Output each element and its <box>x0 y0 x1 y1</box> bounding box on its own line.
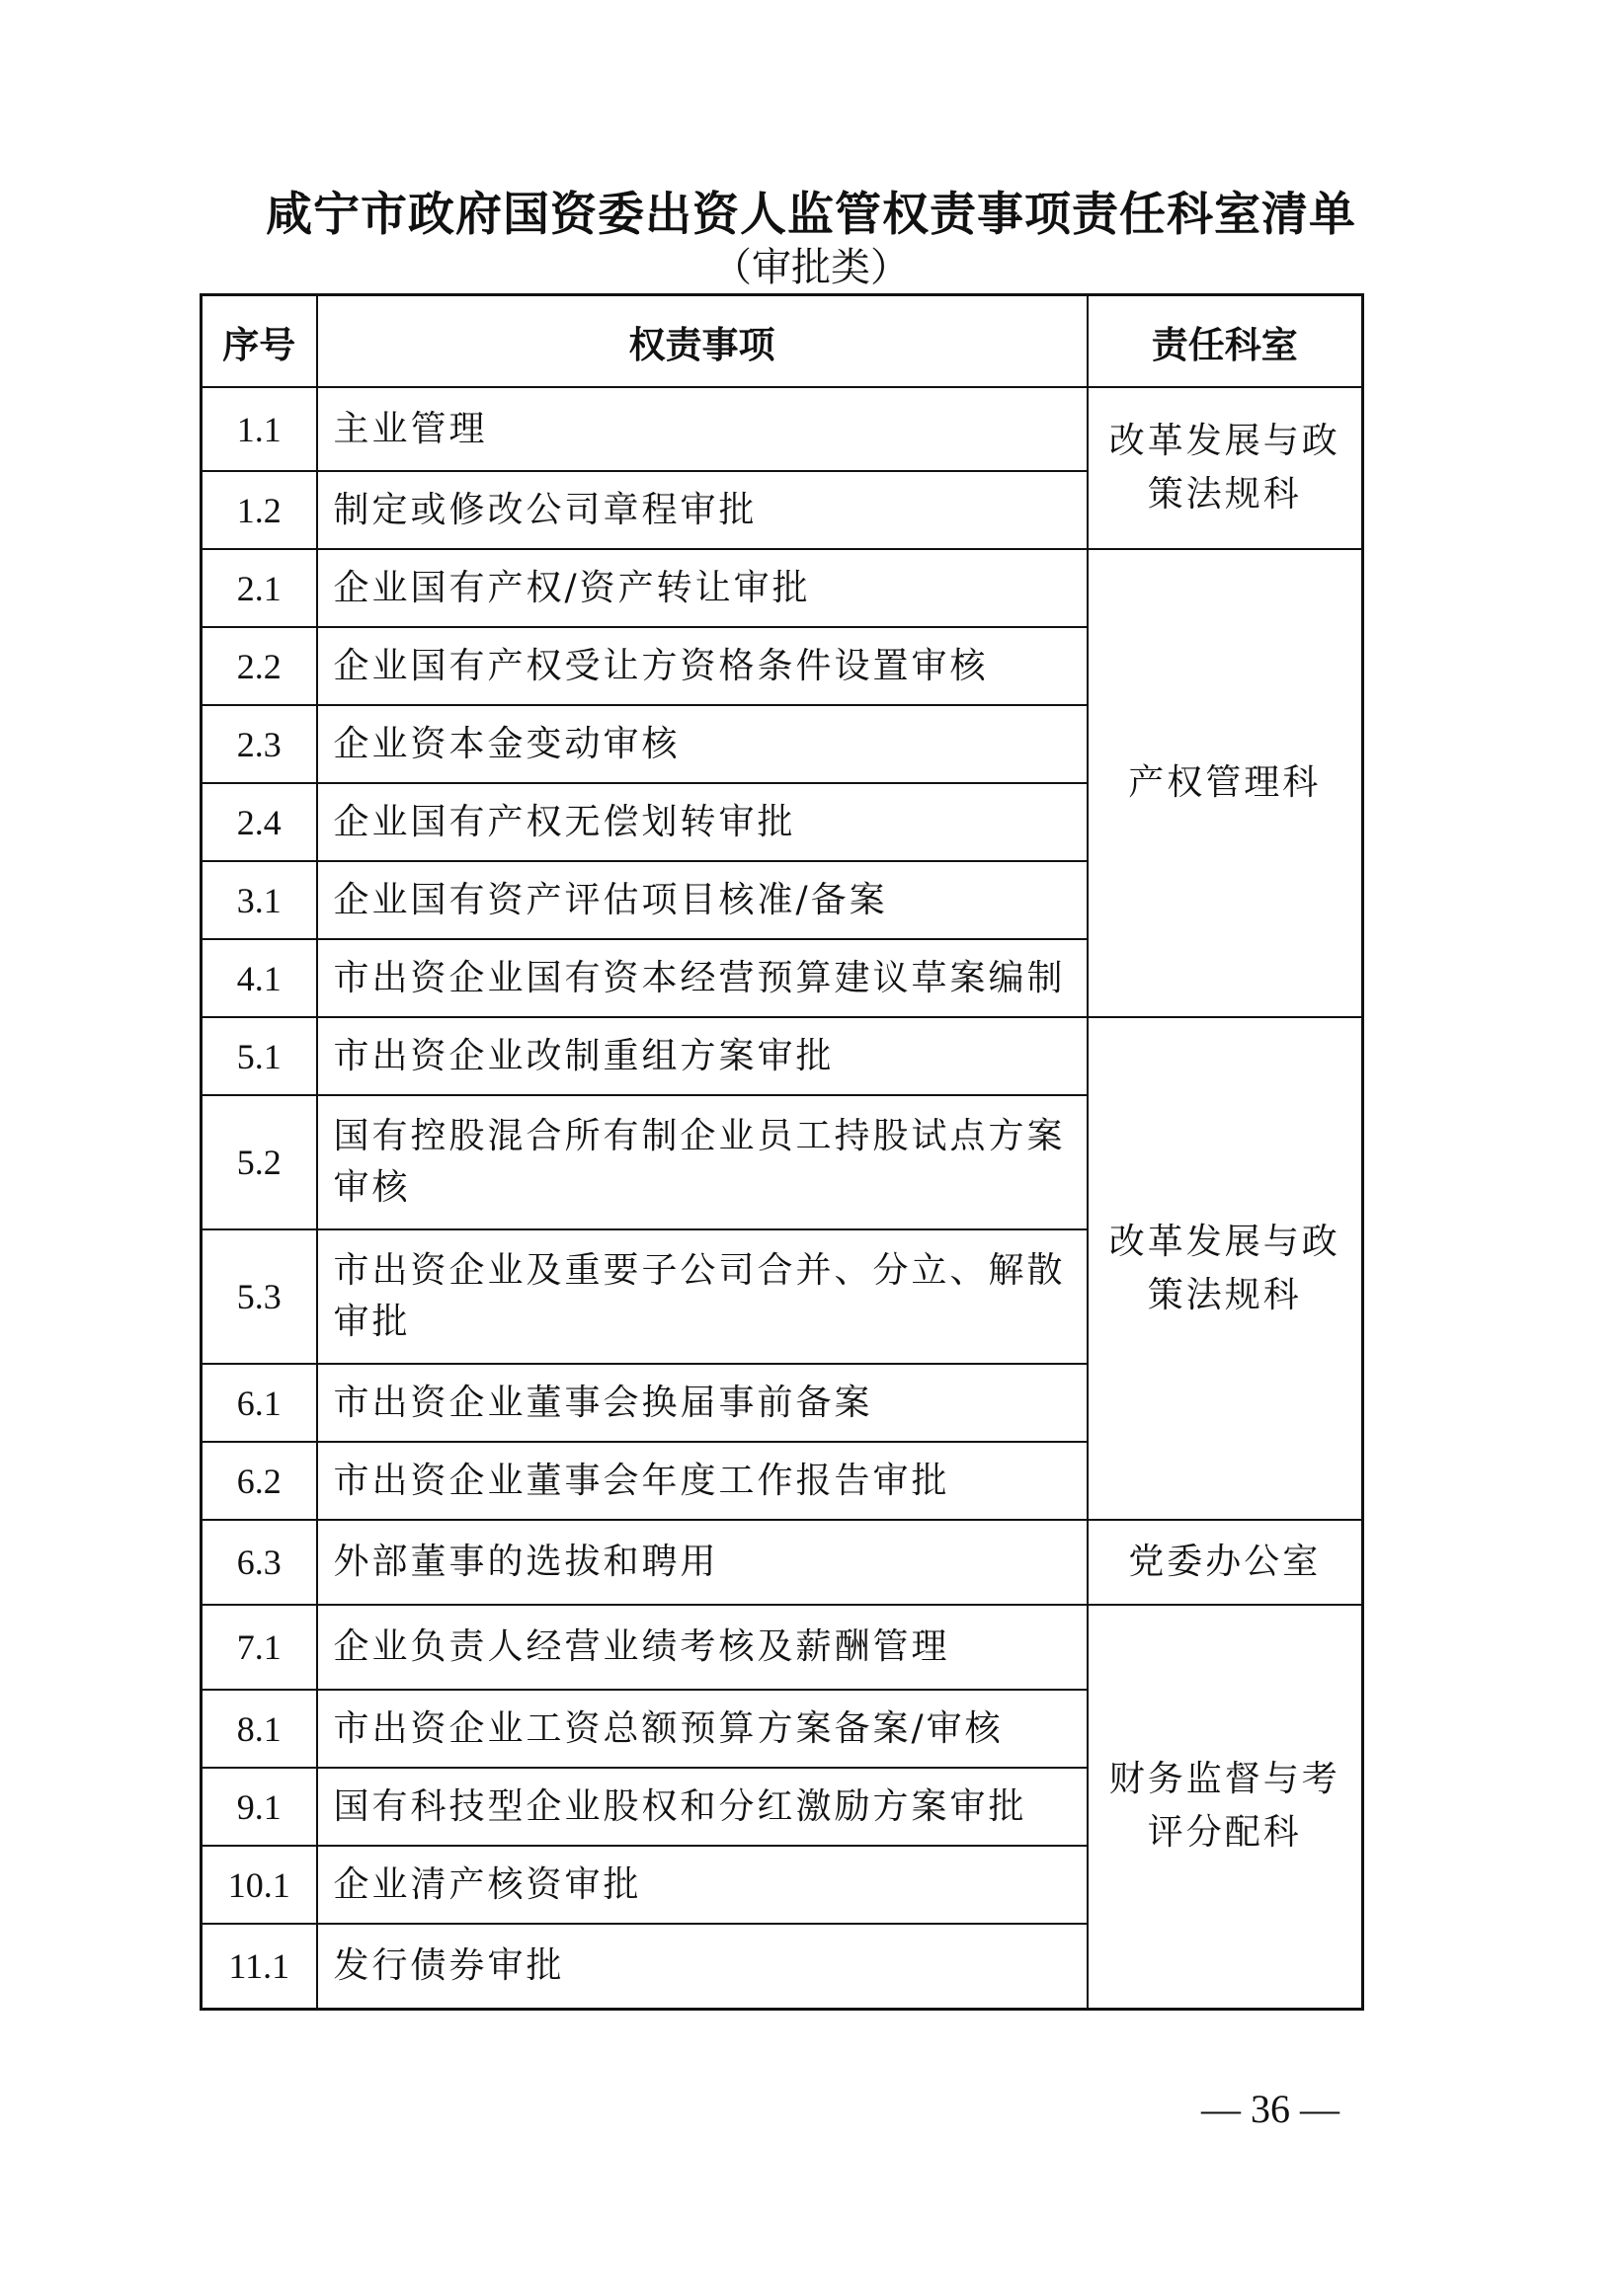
row-duty-item: 企业国有资产评估项目核准/备案 <box>317 861 1088 939</box>
row-number: 6.3 <box>202 1520 317 1605</box>
row-duty-item: 市出资企业董事会换届事前备案 <box>317 1364 1088 1442</box>
row-duty-item: 企业国有产权受让方资格条件设置审核 <box>317 627 1088 705</box>
row-duty-item: 企业清产核资审批 <box>317 1846 1088 1924</box>
table-row <box>202 1017 1363 1095</box>
row-number: 2.1 <box>202 549 317 627</box>
department-cell: 产权管理科 <box>1088 549 1363 1017</box>
row-number: 1.1 <box>202 387 317 471</box>
row-number: 10.1 <box>202 1846 317 1924</box>
row-duty-item: 市出资企业董事会年度工作报告审批 <box>317 1442 1088 1520</box>
row-duty-item: 发行债券审批 <box>317 1924 1088 2009</box>
row-number: 6.2 <box>202 1442 317 1520</box>
header-duty-item: 权责事项 <box>317 295 1088 388</box>
row-duty-item: 市出资企业及重要子公司合并、分立、解散审批 <box>317 1229 1088 1364</box>
row-duty-item: 国有控股混合所有制企业员工持股试点方案审核 <box>317 1095 1088 1229</box>
row-duty-item: 企业资本金变动审核 <box>317 705 1088 783</box>
row-number: 9.1 <box>202 1768 317 1846</box>
department-cell: 财务监督与考评分配科 <box>1088 1605 1363 2009</box>
row-duty-item: 外部董事的选拔和聘用 <box>317 1520 1088 1605</box>
row-duty-item: 市出资企业工资总额预算方案备案/审核 <box>317 1690 1088 1768</box>
document-subtitle: （审批类） <box>712 245 910 290</box>
row-number: 7.1 <box>202 1605 317 1690</box>
row-number: 4.1 <box>202 939 317 1017</box>
table-row <box>202 1520 1363 1605</box>
department-cell: 改革发展与政策法规科 <box>1088 1017 1363 1520</box>
row-duty-item: 国有科技型企业股权和分红激励方案审批 <box>317 1768 1088 1846</box>
row-duty-item: 市出资企业国有资本经营预算建议草案编制 <box>317 939 1088 1017</box>
row-number: 11.1 <box>202 1924 317 2009</box>
responsibility-table <box>200 293 1364 2011</box>
table-row <box>202 387 1363 471</box>
row-duty-item: 企业负责人经营业绩考核及薪酬管理 <box>317 1605 1088 1690</box>
table-row <box>202 1605 1363 1690</box>
table-row <box>202 549 1363 627</box>
header-responsible-department: 责任科室 <box>1088 295 1363 388</box>
row-duty-item: 制定或修改公司章程审批 <box>317 471 1088 549</box>
row-number: 5.2 <box>202 1095 317 1229</box>
department-cell: 党委办公室 <box>1088 1520 1363 1605</box>
row-number: 3.1 <box>202 861 317 939</box>
row-number: 5.3 <box>202 1229 317 1364</box>
row-duty-item: 企业国有产权/资产转让审批 <box>317 549 1088 627</box>
row-duty-item: 企业国有产权无偿划转审批 <box>317 783 1088 861</box>
department-cell: 改革发展与政策法规科 <box>1088 387 1363 549</box>
header-serial-number: 序号 <box>202 295 317 388</box>
page-number: — 36 — <box>1201 2087 1339 2131</box>
row-duty-item: 主业管理 <box>317 387 1088 471</box>
row-number: 2.3 <box>202 705 317 783</box>
row-number: 5.1 <box>202 1017 317 1095</box>
document-title: 咸宁市政府国资委出资人监管权责事项责任科室清单 <box>266 188 1356 242</box>
table-header-row <box>202 295 1363 388</box>
row-duty-item: 市出资企业改制重组方案审批 <box>317 1017 1088 1095</box>
row-number: 8.1 <box>202 1690 317 1768</box>
row-number: 1.2 <box>202 471 317 549</box>
row-number: 2.2 <box>202 627 317 705</box>
row-number: 6.1 <box>202 1364 317 1442</box>
row-number: 2.4 <box>202 783 317 861</box>
